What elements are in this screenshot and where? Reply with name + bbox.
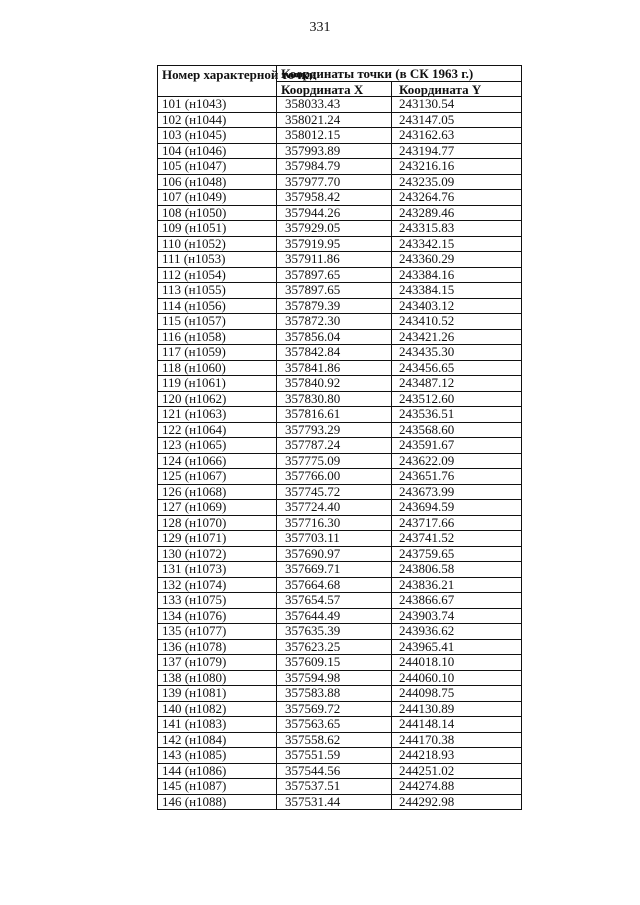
coordinate-x-cell: 357623.25 — [277, 639, 392, 655]
coordinate-y-cell: 243622.09 — [392, 453, 522, 469]
coordinate-x-cell: 357842.84 — [277, 345, 392, 361]
coordinate-x-cell: 357879.39 — [277, 298, 392, 314]
coordinate-x-cell: 357993.89 — [277, 143, 392, 159]
coordinate-y-cell: 243194.77 — [392, 143, 522, 159]
table-row — [158, 624, 522, 640]
point-number-cell: 136 (н1078) — [158, 639, 277, 655]
table-row — [158, 779, 522, 795]
point-number-cell: 102 (н1044) — [158, 112, 277, 128]
point-number-cell: 142 (н1084) — [158, 732, 277, 748]
point-number-cell: 125 (н1067) — [158, 469, 277, 485]
table-row — [158, 283, 522, 299]
coordinate-y-cell: 243403.12 — [392, 298, 522, 314]
coordinate-x-cell: 357609.15 — [277, 655, 392, 671]
table-row — [158, 763, 522, 779]
coordinate-x-cell: 357531.44 — [277, 794, 392, 810]
point-number-cell: 116 (н1058) — [158, 329, 277, 345]
point-number-cell: 145 (н1087) — [158, 779, 277, 795]
coordinate-x-cell: 357544.56 — [277, 763, 392, 779]
coordinate-x-cell: 357644.49 — [277, 608, 392, 624]
coordinate-x-cell: 357594.98 — [277, 670, 392, 686]
coordinate-y-cell: 243147.05 — [392, 112, 522, 128]
point-number-cell: 111 (н1053) — [158, 252, 277, 268]
coordinate-y-cell: 243759.65 — [392, 546, 522, 562]
table-row — [158, 97, 522, 113]
coordinate-y-cell: 244018.10 — [392, 655, 522, 671]
table-row — [158, 407, 522, 423]
coordinate-x-cell: 357703.11 — [277, 531, 392, 547]
coordinate-y-cell: 243456.65 — [392, 360, 522, 376]
point-number-cell: 113 (н1055) — [158, 283, 277, 299]
point-number-cell: 134 (н1076) — [158, 608, 277, 624]
point-number-cell: 137 (н1079) — [158, 655, 277, 671]
coordinate-x-cell: 357897.65 — [277, 283, 392, 299]
point-number-cell: 114 (н1056) — [158, 298, 277, 314]
coordinate-y-cell: 243866.67 — [392, 593, 522, 609]
coordinate-y-cell: 244274.88 — [392, 779, 522, 795]
table-row — [158, 701, 522, 717]
coordinate-x-cell: 357977.70 — [277, 174, 392, 190]
coordinate-y-cell: 243512.60 — [392, 391, 522, 407]
table-row — [158, 128, 522, 144]
coordinate-x-cell: 357919.95 — [277, 236, 392, 252]
table-row — [158, 159, 522, 175]
table-row — [158, 438, 522, 454]
coordinate-x-cell: 357664.68 — [277, 577, 392, 593]
table-row — [158, 422, 522, 438]
coordinate-x-cell: 357793.29 — [277, 422, 392, 438]
table-row — [158, 794, 522, 810]
coordinate-x-cell: 357551.59 — [277, 748, 392, 764]
coordinate-x-cell: 357635.39 — [277, 624, 392, 640]
point-number-cell: 123 (н1065) — [158, 438, 277, 454]
point-number-cell: 132 (н1074) — [158, 577, 277, 593]
point-number-cell: 110 (н1052) — [158, 236, 277, 252]
coordinate-x-cell: 357929.05 — [277, 221, 392, 237]
table-row — [158, 314, 522, 330]
coordinate-y-cell: 244130.89 — [392, 701, 522, 717]
coordinate-y-cell: 243289.46 — [392, 205, 522, 221]
point-number-cell: 117 (н1059) — [158, 345, 277, 361]
table-row — [158, 298, 522, 314]
coordinate-y-cell: 244218.93 — [392, 748, 522, 764]
point-number-cell: 118 (н1060) — [158, 360, 277, 376]
table-row — [158, 748, 522, 764]
coordinate-x-cell: 357716.30 — [277, 515, 392, 531]
table-row — [158, 453, 522, 469]
coordinate-y-cell: 243435.30 — [392, 345, 522, 361]
point-number-cell: 105 (н1047) — [158, 159, 277, 175]
table-row — [158, 391, 522, 407]
coordinate-y-cell: 243130.54 — [392, 97, 522, 113]
coordinate-x-cell: 357840.92 — [277, 376, 392, 392]
table-row — [158, 732, 522, 748]
coordinate-x-cell: 357944.26 — [277, 205, 392, 221]
coordinate-x-cell: 357958.42 — [277, 190, 392, 206]
coordinate-x-cell: 357897.65 — [277, 267, 392, 283]
coordinate-y-cell: 243421.26 — [392, 329, 522, 345]
coordinate-y-cell: 243216.16 — [392, 159, 522, 175]
table-row — [158, 329, 522, 345]
coordinates-table — [157, 65, 522, 810]
table-row — [158, 686, 522, 702]
coordinate-y-cell: 243936.62 — [392, 624, 522, 640]
coordinate-x-cell: 357654.57 — [277, 593, 392, 609]
table-row — [158, 221, 522, 237]
table-row — [158, 484, 522, 500]
coordinate-y-cell: 243487.12 — [392, 376, 522, 392]
table-row — [158, 577, 522, 593]
table-row — [158, 267, 522, 283]
point-number-cell: 124 (н1066) — [158, 453, 277, 469]
coordinate-y-cell: 243965.41 — [392, 639, 522, 655]
coordinate-x-cell: 357690.97 — [277, 546, 392, 562]
coordinate-x-cell: 357841.86 — [277, 360, 392, 376]
coordinate-y-header: Координата Y — [392, 81, 522, 97]
coordinate-y-cell: 243315.83 — [392, 221, 522, 237]
point-number-cell: 103 (н1045) — [158, 128, 277, 144]
table-row — [158, 562, 522, 578]
coordinates-group-header: Координаты точки (в СК 1963 г.) — [277, 66, 522, 82]
table-row — [158, 531, 522, 547]
coordinate-x-cell: 357872.30 — [277, 314, 392, 330]
coordinate-x-cell: 357816.61 — [277, 407, 392, 423]
point-number-cell: 109 (н1051) — [158, 221, 277, 237]
coordinate-x-cell: 358033.43 — [277, 97, 392, 113]
point-number-cell: 133 (н1075) — [158, 593, 277, 609]
point-number-cell: 139 (н1081) — [158, 686, 277, 702]
point-number-cell: 138 (н1080) — [158, 670, 277, 686]
coordinate-y-cell: 244292.98 — [392, 794, 522, 810]
coordinate-y-cell: 243741.52 — [392, 531, 522, 547]
coordinate-x-cell: 357766.00 — [277, 469, 392, 485]
point-number-cell: 131 (н1073) — [158, 562, 277, 578]
coordinate-x-cell: 358021.24 — [277, 112, 392, 128]
coordinate-y-cell: 243162.63 — [392, 128, 522, 144]
table-row — [158, 236, 522, 252]
coordinate-x-header: Координата X — [277, 81, 392, 97]
table-row — [158, 670, 522, 686]
point-number-cell: 115 (н1057) — [158, 314, 277, 330]
coordinate-x-cell: 357724.40 — [277, 500, 392, 516]
table-row — [158, 112, 522, 128]
table-row — [158, 546, 522, 562]
coordinate-x-cell: 358012.15 — [277, 128, 392, 144]
table-row — [158, 593, 522, 609]
table-row — [158, 500, 522, 516]
coordinate-y-cell: 244170.38 — [392, 732, 522, 748]
point-number-cell: 122 (н1064) — [158, 422, 277, 438]
point-number-cell: 106 (н1048) — [158, 174, 277, 190]
coordinate-y-cell: 243235.09 — [392, 174, 522, 190]
point-number-cell: 119 (н1061) — [158, 376, 277, 392]
coordinate-x-cell: 357984.79 — [277, 159, 392, 175]
table-row — [158, 174, 522, 190]
table-row — [158, 608, 522, 624]
coordinate-x-cell: 357569.72 — [277, 701, 392, 717]
coordinate-y-cell: 243360.29 — [392, 252, 522, 268]
coordinate-y-cell: 243410.52 — [392, 314, 522, 330]
coordinate-y-cell: 243836.21 — [392, 577, 522, 593]
coordinate-x-cell: 357583.88 — [277, 686, 392, 702]
point-number-cell: 121 (н1063) — [158, 407, 277, 423]
coordinate-y-cell: 243806.58 — [392, 562, 522, 578]
coordinate-x-cell: 357563.65 — [277, 717, 392, 733]
coordinate-x-cell: 357856.04 — [277, 329, 392, 345]
table-row — [158, 205, 522, 221]
coordinate-y-cell: 244060.10 — [392, 670, 522, 686]
table-row — [158, 655, 522, 671]
point-number-cell: 135 (н1077) — [158, 624, 277, 640]
point-number-cell: 104 (н1046) — [158, 143, 277, 159]
coordinate-y-cell: 243591.67 — [392, 438, 522, 454]
table-row — [158, 143, 522, 159]
point-number-cell: 128 (н1070) — [158, 515, 277, 531]
point-number-cell: 108 (н1050) — [158, 205, 277, 221]
point-number-cell: 140 (н1082) — [158, 701, 277, 717]
point-number-cell: 141 (н1083) — [158, 717, 277, 733]
coordinate-x-cell: 357537.51 — [277, 779, 392, 795]
coordinate-y-cell: 244098.75 — [392, 686, 522, 702]
point-number-cell: 143 (н1085) — [158, 748, 277, 764]
point-number-cell: 130 (н1072) — [158, 546, 277, 562]
coordinate-y-cell: 244148.14 — [392, 717, 522, 733]
point-number-cell: 112 (н1054) — [158, 267, 277, 283]
point-number-header: Номер характерной точки — [158, 66, 277, 97]
coordinate-x-cell: 357911.86 — [277, 252, 392, 268]
table-row — [158, 515, 522, 531]
point-number-cell: 107 (н1049) — [158, 190, 277, 206]
coordinate-y-cell: 243903.74 — [392, 608, 522, 624]
coordinate-y-cell: 243536.51 — [392, 407, 522, 423]
coordinate-x-cell: 357787.24 — [277, 438, 392, 454]
coordinate-y-cell: 243342.15 — [392, 236, 522, 252]
table-row — [158, 469, 522, 485]
table-row — [158, 360, 522, 376]
point-number-cell: 144 (н1086) — [158, 763, 277, 779]
table-row — [158, 252, 522, 268]
coordinate-y-cell: 243717.66 — [392, 515, 522, 531]
point-number-cell: 126 (н1068) — [158, 484, 277, 500]
table-row — [158, 376, 522, 392]
coordinate-x-cell: 357775.09 — [277, 453, 392, 469]
point-number-cell: 146 (н1088) — [158, 794, 277, 810]
table-body — [158, 97, 522, 810]
coordinate-y-cell: 244251.02 — [392, 763, 522, 779]
coordinate-x-cell: 357830.80 — [277, 391, 392, 407]
page-number: 331 — [309, 20, 331, 35]
coordinate-x-cell: 357558.62 — [277, 732, 392, 748]
coordinate-x-cell: 357669.71 — [277, 562, 392, 578]
point-number-cell: 127 (н1069) — [158, 500, 277, 516]
point-number-cell: 129 (н1071) — [158, 531, 277, 547]
point-number-cell: 120 (н1062) — [158, 391, 277, 407]
coordinate-y-cell: 243651.76 — [392, 469, 522, 485]
coordinate-y-cell: 243673.99 — [392, 484, 522, 500]
table-row — [158, 639, 522, 655]
table-row — [158, 190, 522, 206]
table-row — [158, 345, 522, 361]
coordinate-y-cell: 243694.59 — [392, 500, 522, 516]
coordinate-x-cell: 357745.72 — [277, 484, 392, 500]
coordinate-y-cell: 243384.16 — [392, 267, 522, 283]
point-number-cell: 101 (н1043) — [158, 97, 277, 113]
table-row — [158, 717, 522, 733]
coordinate-y-cell: 243384.15 — [392, 283, 522, 299]
coordinate-y-cell: 243568.60 — [392, 422, 522, 438]
coordinate-y-cell: 243264.76 — [392, 190, 522, 206]
